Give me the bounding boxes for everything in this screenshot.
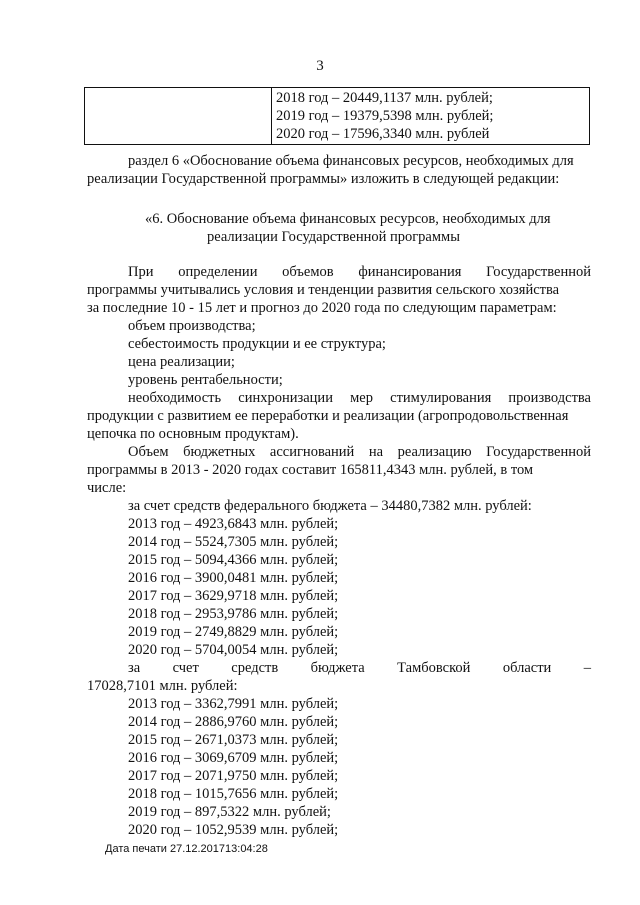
table-empty-cell [85,88,272,145]
print-date: Дата печати 27.12.201713:04:28 [105,843,268,855]
funding-table [84,87,590,145]
paragraph-line: При определении объемов финансирования Государственной [128,264,591,280]
list-item: цена реализации; [128,354,235,370]
regional-year: 2020 год – 1052,9539 млн. рублей; [128,822,339,838]
table-line: 2018 год – 20449,1137 млн. рублей; [276,90,493,106]
regional-year: 2019 год – 897,5322 млн. рублей; [128,804,331,820]
paragraph-line: программы учитывались условия и тенденции развития сельского хозяйства [87,282,560,298]
paragraph-line: необходимость синхронизации мер стимулирования производства [128,390,591,406]
page-number: 3 [316,58,324,74]
regional-year: 2018 год – 1015,7656 млн. рублей; [128,786,339,802]
federal-year: 2020 год – 5704,0054 млн. рублей; [128,642,339,658]
paragraph-line: числе: [87,480,127,496]
federal-year: 2019 год – 2749,8829 млн. рублей; [128,624,339,640]
paragraph-line: Объем бюджетных ассигнований на реализацию Государственной [128,444,591,460]
table-line: 2020 год – 17596,3340 млн. рублей [276,126,490,142]
regional-year: 2015 год – 2671,0373 млн. рублей; [128,732,339,748]
intro-line: реализации Государственной программы» изложить в следующей редакции: [87,171,560,187]
section-heading: реализации Государственной программы [207,229,460,245]
federal-heading: за счет средств федерального бюджета – 34480,7382 млн. рублей: [128,498,532,514]
regional-total: 17028,7101 млн. рублей: [87,678,238,694]
federal-year: 2013 год – 4923,6843 млн. рублей; [128,516,339,532]
paragraph-line: программы в 2013 - 2020 годах составит 165811,4343 млн. рублей, в том [87,462,534,478]
list-item: себестоимость продукции и ее структура; [128,336,386,352]
table-years-cell [272,88,590,145]
list-item: уровень рентабельности; [128,372,283,388]
regional-year: 2013 год – 3362,7991 млн. рублей; [128,696,339,712]
federal-year: 2014 год – 5524,7305 млн. рублей; [128,534,339,550]
regional-year: 2014 год – 2886,9760 млн. рублей; [128,714,339,730]
federal-year: 2018 год – 2953,9786 млн. рублей; [128,606,339,622]
table-line: 2019 год – 19379,5398 млн. рублей; [276,108,494,124]
intro-line: раздел 6 «Обоснование объема финансовых ресурсов, необходимых для [128,153,574,169]
federal-year: 2016 год – 3900,0481 млн. рублей; [128,570,339,586]
federal-year: 2017 год – 3629,9718 млн. рублей; [128,588,339,604]
regional-year: 2016 год – 3069,6709 млн. рублей; [128,750,339,766]
paragraph-line: за последние 10 - 15 лет и прогноз до 2020 года по следующим параметрам: [87,300,557,316]
section-heading: «6. Обоснование объема финансовых ресурсов, необходимых для [145,211,551,227]
regional-heading: за счет средств бюджета Тамбовской области – [128,660,591,676]
regional-year: 2017 год – 2071,9750 млн. рублей; [128,768,339,784]
paragraph-line: продукции с развитием ее переработки и реализации (агропродовольственная [87,408,569,424]
list-item: объем производства; [128,318,256,334]
paragraph-line: цепочка по основным продуктам). [87,426,299,442]
federal-year: 2015 год – 5094,4366 млн. рублей; [128,552,339,568]
